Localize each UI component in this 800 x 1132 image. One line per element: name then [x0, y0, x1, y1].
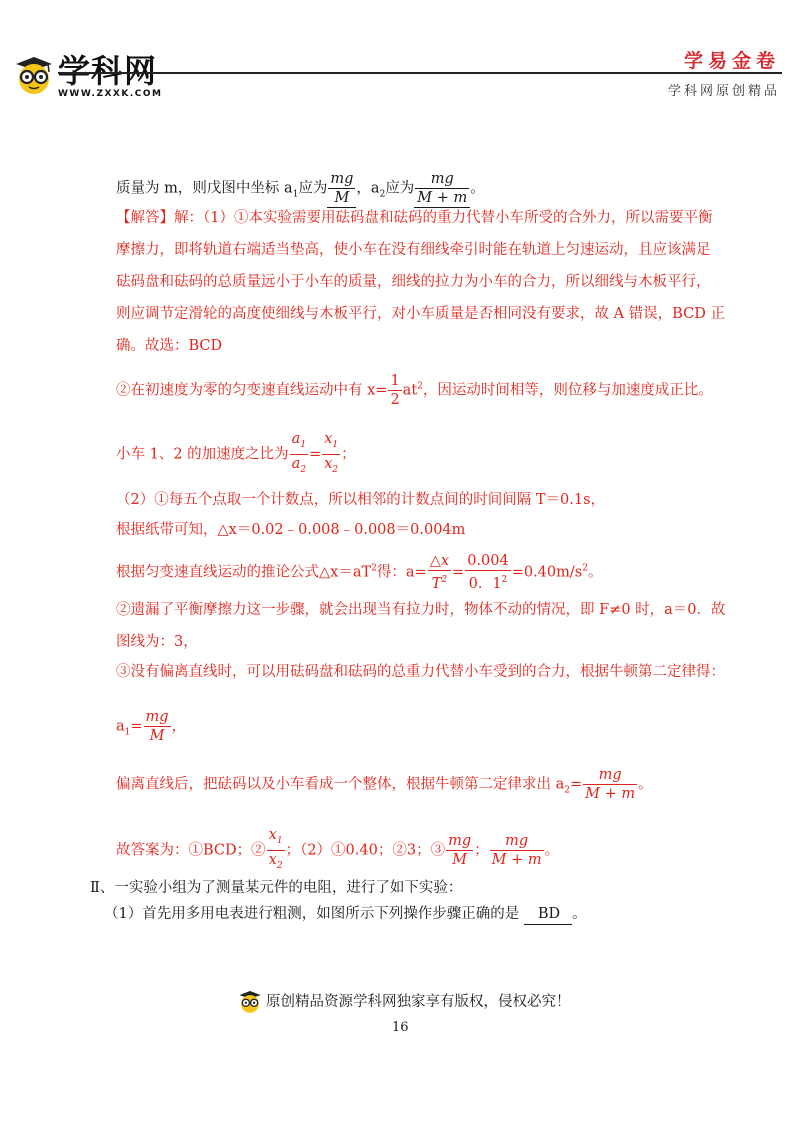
- text-line-2: 【解答】解：（1）①本实验需要用砝码盘和砝码的重力代替小车所受的合外力，所以需要平衡: [116, 210, 713, 226]
- fraction-mg-over-M-plus-m: $\frac{mg}{M + m}$: [585, 767, 636, 802]
- answer-blank: BD: [524, 904, 572, 925]
- text-line-12: ②遗漏了平衡摩擦力这一步骤，就会出现当有拉力时，物体不动的情况，即 F≠0 时，a＝0．故: [116, 602, 726, 618]
- site-url: WWW.ZXXK.COM: [58, 89, 163, 99]
- text-line-14: ③没有偏离直线时，可以用砝码盘和砝码的总重力代替小车受到的合力，根据牛顿第二定律得：: [116, 664, 725, 680]
- text-line-6: 确。故选：BCD: [116, 338, 223, 354]
- fraction-one-half: $\frac{1}{2}$: [390, 373, 400, 408]
- text-line-17: 故答案为：①BCD；② $\frac{x_1}{x_2}$ ；（2）①0.40；②3；③ $\frac{mg}{M}$ ； $\frac{mg}{M + m}$ 。: [116, 826, 559, 875]
- fraction-mg-over-M-plus-m: $\frac{mg}{M + m}$: [491, 832, 542, 868]
- owl-footer-icon: [237, 988, 263, 1014]
- text-line-19: （1）首先用多用电表进行粗测，如图所示下列操作步骤正确的是 BD 。: [104, 904, 587, 925]
- text-line-11: 根据匀变速直线运动的推论公式$\triangle x=aT^2$得：a= $\frac{\triangle x}{T^2}$ = $\frac{0.004}{0.1^2}$ $=0.40m/s^2$。: [116, 553, 603, 592]
- owl-logo-icon: [12, 52, 56, 96]
- brand-title: 学易金卷: [683, 50, 780, 72]
- text-line-1: 质量为 m，则戊图中坐标 $a_1$应为 $\frac{mg}{M}$ ，$a_2$应为 $\frac{mg}{M + m}$ 。: [116, 171, 485, 206]
- fraction-a1-over-a2: $\frac{a_1}{a_2}$: [291, 431, 307, 475]
- text-line-16: 偏离直线后，把砝码以及小车看成一个整体，根据牛顿第二定律求出 $a_2=$ $\frac{mg}{M + m}$ 。: [116, 767, 653, 802]
- text-line-7: ②在初速度为零的匀变速直线运动中有 x= $\frac{1}{2}$ $at^2$，因运动时间相等，则位移与加速度成正比。: [116, 373, 713, 408]
- site-name: 学科网: [58, 52, 158, 90]
- text-line-10: 根据纸带可知，△x＝0.02﹣0.008﹣0.008＝0.004m: [116, 522, 466, 538]
- text-line-9: （2）①每五个点取一个计数点，所以相邻的计数点间的时间间隔 T＝0.1s，: [116, 492, 606, 508]
- fraction-mg-over-M: $\frac{mg}{M}$: [330, 171, 354, 206]
- fraction-dx-over-T2: $\frac{\triangle x}{T^2}$: [429, 553, 450, 592]
- text-line-15: $a_1=$ $\frac{mg}{M}$ ，: [116, 709, 187, 744]
- text-line-8: 小车 1、2 的加速度之比为 $\frac{a_1}{a_2}$ = $\frac{x_1}{x_2}$ ；: [116, 430, 356, 479]
- fraction-mg-over-M: $\frac{mg}{M}$: [145, 709, 169, 744]
- fraction-mg-over-M: $\frac{mg}{M}$: [448, 832, 472, 868]
- footer-copyright: 原创精品资源学科网独家享有版权，侵权必究！: [266, 994, 571, 1010]
- text-line-3: 摩擦力，即将轨道右端适当垫高，使小车在没有细线牵引时能在轨道上匀速运动，且应该满足: [116, 242, 711, 258]
- fraction-numeric: $\frac{0.004}{0.1^2}$: [467, 553, 509, 592]
- text-line-18: Ⅱ、一实验小组为了测量某元件的电阻，进行了如下实验：: [90, 880, 463, 896]
- fraction-x1-over-x2: $\frac{x_1}{x_2}$: [268, 827, 283, 871]
- text-line-4: 砝码盘和砝码的总质量远小于小车的质量，细线的拉力为小车的合力，所以细线与木板平行，: [116, 274, 711, 290]
- brand-subtitle: 学科网原创精品: [667, 84, 780, 99]
- text-line-13: 图线为：3，: [116, 634, 198, 650]
- header-divider: [58, 72, 782, 74]
- fraction-x1-over-x2: $\frac{x_1}{x_2}$: [324, 431, 339, 475]
- fraction-mg-over-M-plus-m: $\frac{mg}{M + m}$: [417, 171, 468, 206]
- text-line-5: 则应调节定滑轮的高度使细线与木板平行，对小车质量是否相同没有要求，故 A 错误，BCD 正: [116, 306, 725, 322]
- page-number: 16: [392, 1020, 409, 1035]
